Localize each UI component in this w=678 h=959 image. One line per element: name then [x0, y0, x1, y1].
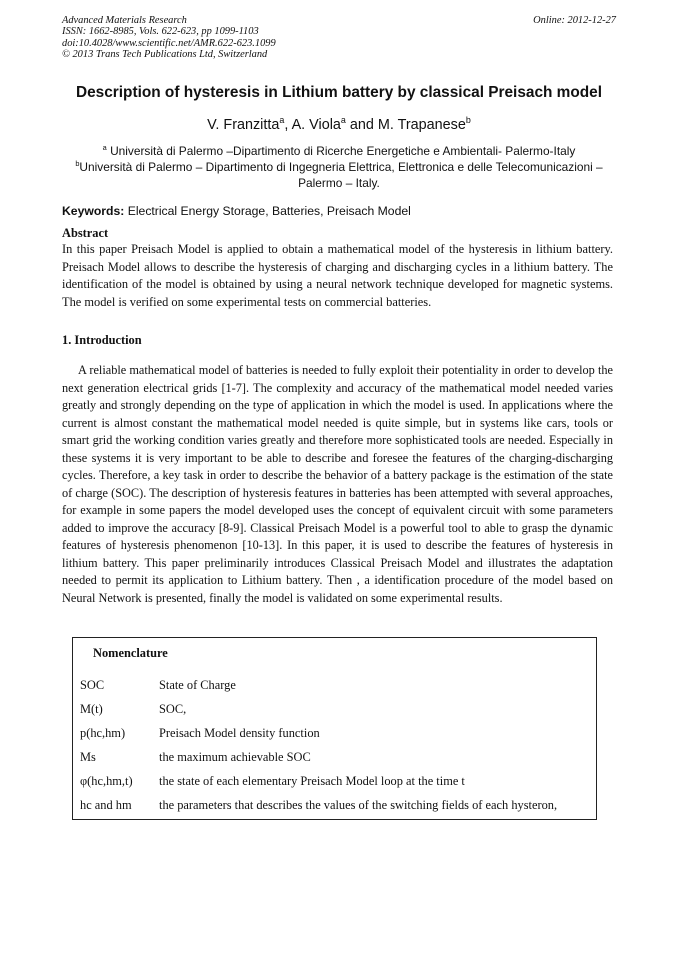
nomenclature-symbol: M(t): [80, 702, 103, 716]
nomenclature-row: [80, 798, 590, 813]
paper-title: Description of hysteresis in Lithium battery by classical Preisach model: [75, 84, 603, 101]
journal-name: Advanced Materials Research: [62, 15, 187, 26]
nomenclature-definition: State of Charge: [159, 678, 236, 692]
nomenclature-row: [80, 702, 590, 717]
keywords: [62, 204, 616, 218]
nomenclature-definition: the state of each elementary Preisach Model loop at the time t: [159, 774, 465, 788]
nomenclature-row: [80, 750, 590, 765]
nomenclature-symbol: hc and hm: [80, 798, 132, 812]
introduction-text: A reliable mathematical model of batteries is needed to fully exploit their potentiality in order to develop the next generation electrical grids [1-7]. The complexity and accuracy of the mathematical model needed varies greatly and strongly depending on the type of application in which the model is used. In applications where the current is almost constant the mathematical model needed is quite simple, but in systems like cars, tools or smart grid the working condition varies greatly and therefore more sophisticated tools are needed. Especially in these systems it is very important to be able to describe and foresee the features of the charging-discharging cycles. Therefore, a key task in order to describe the behavior of a battery package is the estimation of the state of charge (SOC). The description of hysteresis features in batteries has been attempted with several approaches, for example in some papers the model developed uses the concept of equivalent circuit with some parameters added to improve the accuracy [8-9]. Classical Preisach Model is a powerful tool to able to grasp the dynamic features of hysteresis phenomenon [10-13]. In this paper, it is used to describe the features of hysteresis in lithium battery. This paper preliminarily introduces Classical Preisach Model and illustrates the adaptation needed to permit its application to Lithium battery. Then , a identification procedure of the model based on Neural Network is presented, finally the model is validated on some experimental results.: [62, 363, 613, 605]
nomenclature-symbol: SOC: [80, 678, 105, 692]
introduction-heading: 1. Introduction: [62, 333, 142, 347]
nomenclature-heading: Nomenclature: [93, 646, 168, 660]
author-affiliation-mark: a: [340, 115, 346, 126]
abstract-heading: Abstract: [62, 226, 109, 240]
author-list: [62, 117, 616, 133]
online-date: Online: 2012-12-27: [533, 15, 616, 26]
author-name: M. Trapanese: [377, 117, 466, 133]
author-separator: ,: [284, 117, 292, 133]
keywords-label: Keywords:: [62, 204, 125, 218]
nomenclature-symbol: Ms: [80, 750, 96, 764]
author-affiliation-mark: b: [465, 115, 471, 126]
author-affiliation-mark: a: [279, 115, 285, 126]
affiliation-text: Università di Palermo –Dipartimento di Ricerche Energetiche e Ambientali- Palermo-Italy: [106, 144, 576, 158]
nomenclature-row: [80, 774, 590, 789]
journal-header: [62, 15, 616, 61]
copyright-line: © 2013 Trans Tech Publications Ltd, Switzerland: [62, 49, 268, 61]
author-separator: and: [345, 117, 378, 133]
nomenclature-definition: Preisach Model density function: [159, 726, 320, 740]
nomenclature-box: [72, 637, 597, 820]
abstract-text: In this paper Preisach Model is applied to obtain a mathematical model of the hysteresis in lithium battery. Preisach Model allows to describe the hysteresis of charging and discharging cycles in a lithium battery. The identification of the model is obtained by using a neural network technique developed for magnetic systems. The model is verified on some experimental tests on commercial batteries.: [62, 242, 613, 309]
keywords-text: Electrical Energy Storage, Batteries, Preisach Model: [124, 204, 411, 218]
nomenclature-symbol: φ(hc,hm,t): [80, 774, 133, 788]
nomenclature-row: [80, 726, 590, 741]
affiliation-b: [62, 160, 616, 192]
affiliation-text: Università di Palermo – Dipartimento di Ingegneria Elettrica, Elettronica e delle Telecomunicazioni – Palermo – Italy.: [79, 159, 603, 190]
affiliations: [62, 144, 616, 191]
nomenclature-row: [80, 678, 590, 693]
doi-line: doi:10.4028/www.scientific.net/AMR.622-623.1099: [62, 37, 276, 49]
affiliation-mark: b: [75, 158, 80, 168]
nomenclature-definition: the maximum achievable SOC: [159, 750, 311, 764]
nomenclature-definition: SOC,: [159, 702, 187, 716]
nomenclature-definition: the parameters that describes the values of the switching fields of each hysteron,: [159, 798, 558, 812]
author-name: V. Franzitta: [207, 117, 280, 133]
affiliation-a: [62, 144, 616, 160]
affiliation-mark: a: [102, 143, 107, 153]
nomenclature-symbol: p(hc,hm): [80, 726, 126, 740]
issn-line: ISSN: 1662-8985, Vols. 622-623, pp 1099-1103: [62, 26, 259, 38]
author-name: A. Viola: [291, 117, 341, 133]
